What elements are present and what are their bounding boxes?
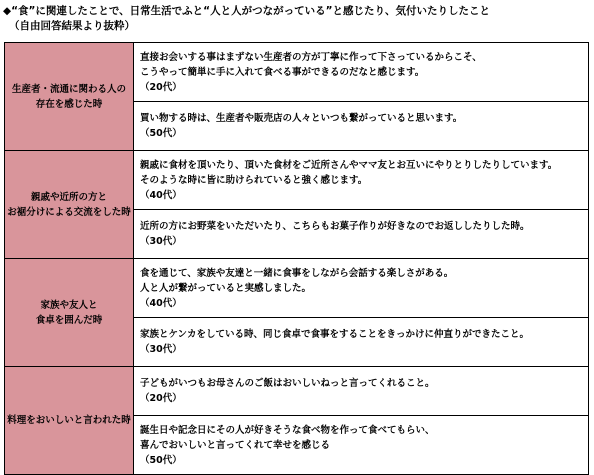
response-cell [134, 102, 589, 151]
response-cell [134, 210, 589, 259]
document-header [3, 4, 591, 34]
response-text-line: 人と人が繋がっていると実感しました。 [140, 282, 312, 294]
respondent-age: （20代） [140, 393, 182, 404]
category-label-line: 存在を感じた時 [35, 98, 103, 110]
respondent-age: （30代） [140, 236, 182, 247]
table-row [5, 151, 589, 210]
response-text-line: 子どもがいつもお母さんのご飯はおいしいねっと言ってくれること。 [140, 378, 435, 389]
response-cell [134, 367, 589, 416]
table-row [5, 367, 589, 416]
response-cell [134, 416, 589, 475]
category-label-line: 料理をおいしいと言われた時 [7, 415, 131, 426]
category-cell [5, 43, 134, 151]
category-cell [5, 259, 134, 367]
category-label-line: 家族や友人と [40, 299, 98, 311]
category-label-line: お裾分けによる交流をした時 [7, 206, 131, 218]
response-text-line: 喜んでおいしいと言ってくれて幸せを感じる [140, 439, 331, 451]
category-label-line: 親戚や近所の方と [30, 191, 107, 203]
response-cell [134, 43, 589, 102]
table-row [5, 259, 589, 318]
response-text-line: そのような時に皆に助けられていると強く感じます。 [140, 174, 368, 186]
document-title: ◆“食”に関連したことで、日常生活でふと“人と人がつながっている”と感じたり、気付いたりしたこと [3, 5, 490, 17]
response-text-line: こうやって簡単に手に入れて食べる事ができるのだなと感じます。 [140, 66, 425, 78]
table-row [5, 43, 589, 102]
respondent-age: （50代） [140, 454, 182, 466]
response-text-line: 誕生日や記念日にその人が好きそうな食べ物を作って食べてもらい、 [140, 424, 435, 436]
response-text-line: 近所の方にお野菜をいただいたり、こちらもお菓子作りが好きなのでお返ししたりした時。 [140, 221, 530, 232]
respondent-age: （50代） [140, 128, 182, 139]
respondent-age: （40代） [140, 189, 182, 201]
response-text-line: 家族とケンカをしている時、同じ食卓で食事をすることをきっかけに仲直りができたこと。 [140, 329, 530, 340]
respondent-age: （30代） [140, 344, 182, 355]
document-subtitle: （自由回答結果より抜粋） [9, 20, 135, 32]
response-cell [134, 151, 589, 210]
category-cell [5, 151, 134, 259]
category-cell [5, 367, 134, 475]
response-cell [134, 259, 589, 318]
survey-response-table [4, 42, 589, 475]
response-text-line: 食を通じて、家族や友達と一緒に食事をしながら会話する楽しさがある。 [140, 267, 454, 279]
response-text-line: 直接お会いする事はまずない生産者の方が丁寧に作って下さっているからこそ、 [140, 51, 482, 63]
respondent-age: （20代） [140, 81, 182, 93]
respondent-age: （40代） [140, 297, 182, 309]
category-label-line: 生産者・流通に関わる人の [11, 83, 126, 95]
response-text-line: 親戚に食材を頂いたり、頂いた食材をご近所さんやママ友とお互いにやりとりしたりしています。 [140, 159, 558, 171]
category-label-line: 食卓を囲んだ時 [35, 314, 103, 326]
response-cell [134, 318, 589, 367]
response-text-line: 買い物する時は、生産者や販売店の人々といつも繋がっていると思います。 [140, 113, 463, 124]
